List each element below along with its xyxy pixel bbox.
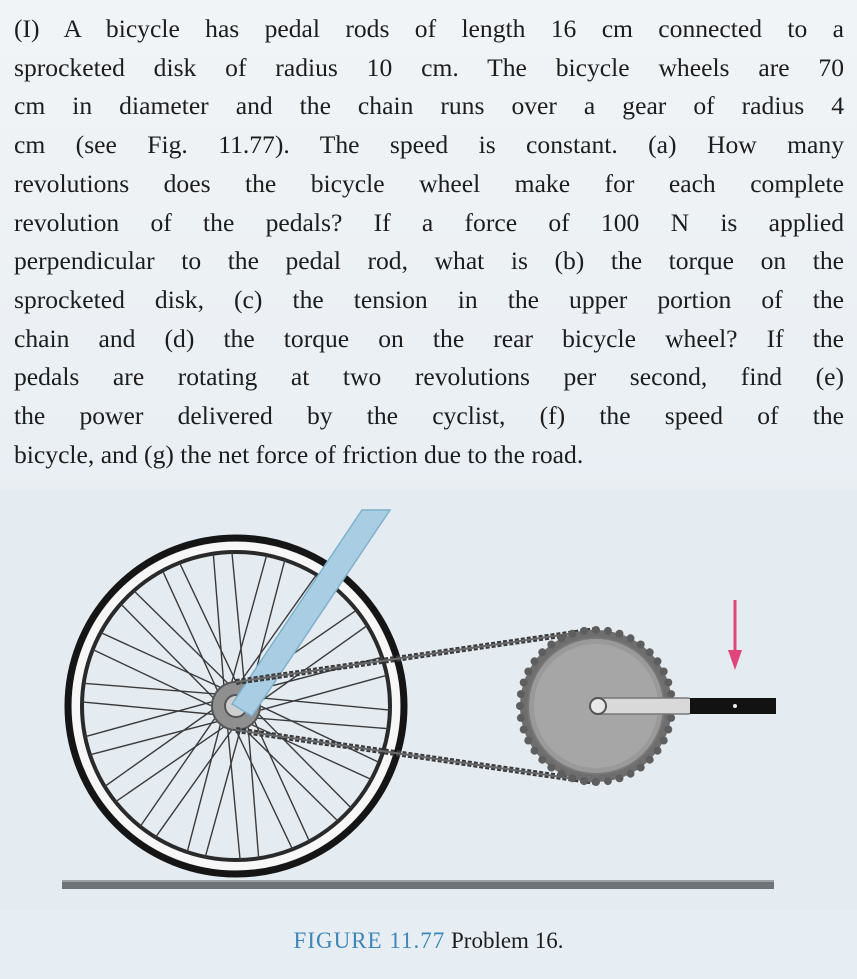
sprocket-tooth <box>569 774 577 782</box>
sprocket-tooth <box>516 702 524 710</box>
sprocket-tooth <box>664 726 672 734</box>
sprocket-tooth <box>616 774 624 782</box>
sprocket-tooth <box>660 668 668 676</box>
sprocket-tooth <box>637 764 645 772</box>
road-highlight <box>62 880 774 882</box>
road-line <box>62 882 774 889</box>
sprocket-tooth <box>531 747 539 755</box>
figure-caption <box>0 928 857 954</box>
problem-line: revolution of the pedals? If a force of 100 N is applied <box>14 207 844 237</box>
sprocket-tooth <box>616 630 624 638</box>
problem-line: sprocketed disk of radius 10 cm. The bicycle wheels are 70 <box>14 52 844 82</box>
sprocket-tooth <box>538 648 546 656</box>
sprocket-tooth <box>604 627 612 635</box>
problem-line: pedals are rotating at two revolutions per second, find (e) <box>14 362 844 392</box>
sprocket-tooth <box>524 737 532 745</box>
problem-line: cm in diameter and the chain runs over a gear of radius 4 <box>14 91 844 121</box>
sprocket-tooth <box>627 634 635 642</box>
sprocket-tooth <box>547 764 555 772</box>
sprocket-tooth <box>580 627 588 635</box>
pedal-rod <box>590 698 776 714</box>
sprocket-tooth <box>531 657 539 665</box>
figure-caption-text: Problem 16. <box>451 928 564 953</box>
problem-line: sprocketed disk, (c) the tension in the upper portion of the <box>14 284 844 314</box>
sprocket-tooth <box>517 714 525 722</box>
sprocket-tooth <box>654 657 662 665</box>
sprocket-tooth <box>538 756 546 764</box>
sprocket-tooth <box>660 737 668 745</box>
problem-line: cm (see Fig. 11.77). The speed is constant. (a) How many <box>14 130 844 160</box>
sprocket-tooth <box>654 747 662 755</box>
sprocket-tooth <box>646 648 654 656</box>
sprocket-tooth <box>592 626 600 634</box>
sprocket-tooth <box>558 770 566 778</box>
sprocket-tooth <box>558 634 566 642</box>
sprocket-tooth <box>569 630 577 638</box>
sprocket-tooth <box>667 690 675 698</box>
problem-line: perpendicular to the pedal rod, what is (b) the torque on the <box>14 246 844 276</box>
sprocket-tooth <box>667 714 675 722</box>
sprocket-tooth <box>592 778 600 786</box>
sprocket-tooth <box>604 777 612 785</box>
problem-line: bicycle, and (g) the net force of friction due to the road. <box>14 439 584 469</box>
sprocket-tooth <box>664 679 672 687</box>
problem-line: chain and (d) the torque on the rear bicycle wheel? If the <box>14 323 844 353</box>
sprocket-tooth <box>520 726 528 734</box>
sprocket-tooth <box>517 690 525 698</box>
sprocket-tooth <box>547 641 555 649</box>
problem-line: (I) A bicycle has pedal rods of length 16 cm connected to a <box>14 14 844 43</box>
sprocket-tooth <box>646 756 654 764</box>
bicycle-figure <box>0 490 857 910</box>
crank-axle <box>590 698 606 714</box>
problem-line: revolutions does the bicycle wheel make for each complete <box>14 168 844 198</box>
bicycle-drive-illustration <box>0 490 857 910</box>
figure-label: FIGURE 11.77 <box>293 928 446 953</box>
sprocket-tooth <box>520 679 528 687</box>
sprocket-tooth <box>580 777 588 785</box>
problem-line: the power delivered by the cyclist, (f) the speed of the <box>14 401 844 431</box>
sprocket-tooth <box>637 641 645 649</box>
sprocket-tooth <box>524 668 532 676</box>
problem-statement <box>14 10 844 474</box>
sprocket-tooth <box>627 770 635 778</box>
